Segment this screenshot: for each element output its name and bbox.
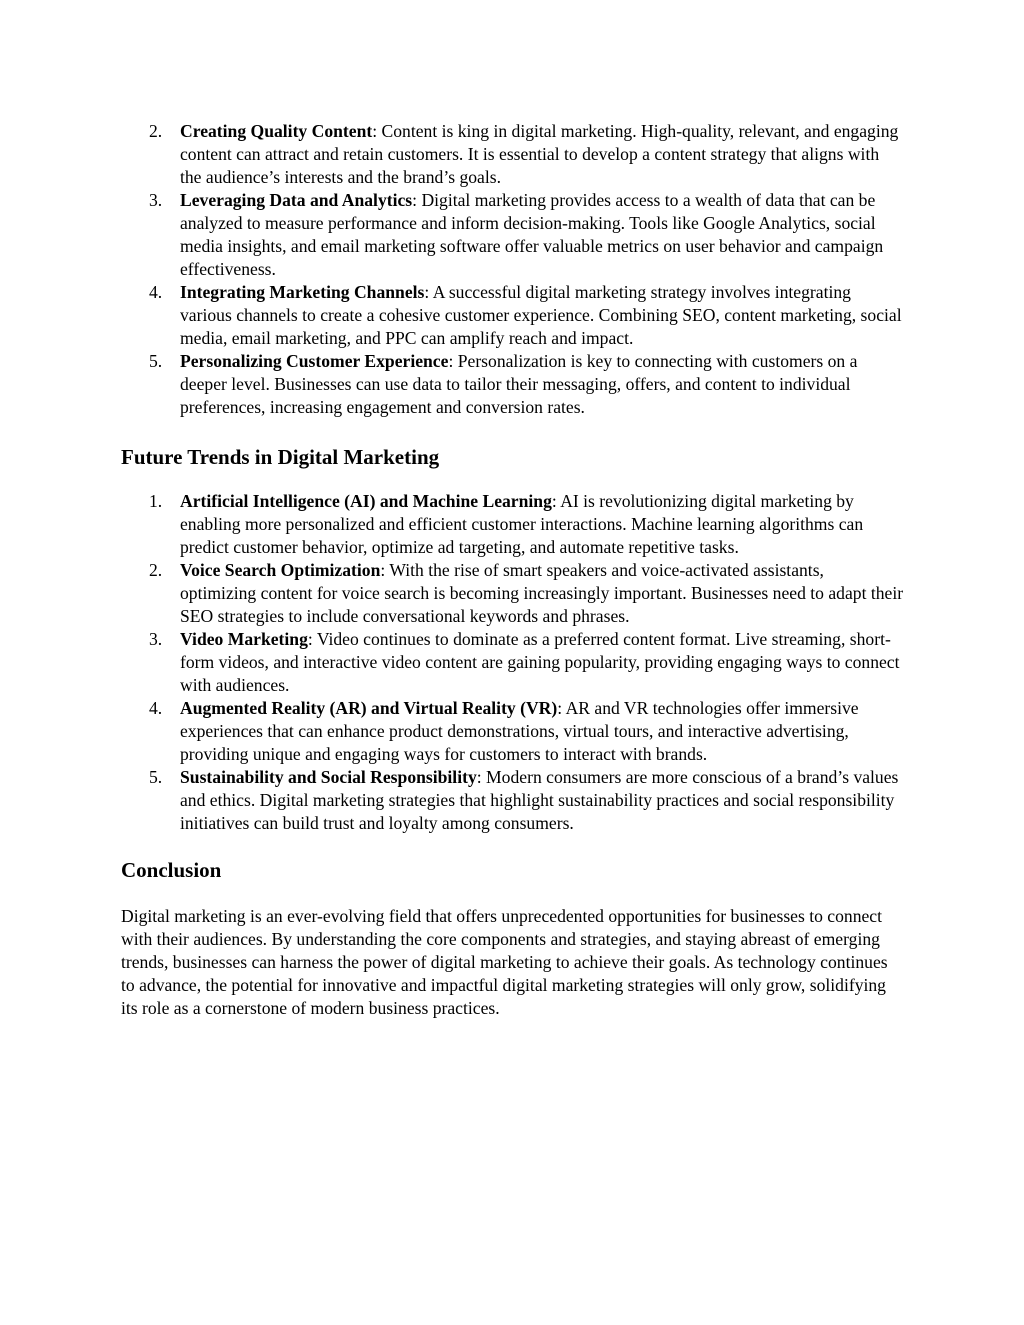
- list-item-description: : A successful digital marketing strategy involves integrating various channels to create a cohesive customer experience. Combining SEO, content marketing, social media, email marketing, and PPC can amplify reach and impact.: [180, 282, 902, 348]
- list-item-number: 5.: [149, 767, 163, 787]
- list-item: [121, 697, 904, 766]
- list-item-number: 1.: [149, 491, 163, 511]
- list-item: [121, 490, 904, 559]
- list-item-number: 4.: [149, 282, 163, 302]
- list-item-description: : Video continues to dominate as a preferred content format. Live streaming, short-form videos, and interactive video content are gaining popularity, providing engaging ways to connect with audiences.: [180, 629, 900, 695]
- list-item: [121, 559, 904, 628]
- trends-list: [121, 490, 904, 835]
- list-item-description: : Digital marketing provides access to a wealth of data that can be analyzed to measure performance and inform decision-making. Tools like Google Analytics, social media insights, and email marketing software offer valuable metrics on user behavior and campaign effectiveness.: [180, 190, 884, 279]
- list-item-number: 2.: [149, 560, 163, 580]
- conclusion-paragraph: Digital marketing is an ever-evolving field that offers unprecedented opportunities for businesses to connect with their audiences. By understanding the core components and strategies, and staying abreast of emerging trends, businesses can harness the power of digital marketing to achieve their goals. As technology continues to advance, the potential for innovative and impactful digital marketing strategies will only grow, solidifying its role as a cornerstone of modern business practices.: [121, 906, 888, 1018]
- section-heading-conclusion: Conclusion: [121, 858, 222, 882]
- list-item-description: : AI is revolutionizing digital marketing by enabling more personalized and efficient customer interactions. Machine learning algorithms can predict customer behavior, optimize ad targeting, and automate repetitive tasks.: [180, 491, 864, 557]
- list-item-description: : Modern consumers are more conscious of a brand’s values and ethics. Digital marketing strategies that highlight sustainability practices and social responsibility initiatives can build trust and loyalty among consumers.: [180, 767, 899, 833]
- list-item-description: : Personalization is key to connecting with customers on a deeper level. Businesses can use data to tailor their messaging, offers, and content to individual preferences, increasing engagement and conversion rates.: [180, 351, 858, 417]
- list-item: [121, 766, 904, 835]
- list-item: [121, 350, 904, 419]
- list-item-description: : AR and VR technologies offer immersive experiences that can enhance product demonstrations, virtual tours, and interactive advertising, providing unique and engaging ways for customers to interact with brands.: [180, 698, 859, 764]
- list-item-description: : With the rise of smart speakers and voice-activated assistants, optimizing content for voice search is becoming increasingly important. Businesses need to adapt their SEO strategies to include conversational keywords and phrases.: [180, 560, 904, 626]
- list-item: [121, 120, 904, 189]
- list-item: [121, 189, 904, 281]
- list-item-term: Sustainability and Social Responsibility: [180, 767, 477, 787]
- list-item-number: 5.: [149, 351, 163, 371]
- list-item-term: Voice Search Optimization: [180, 560, 381, 580]
- list-item: [121, 628, 904, 697]
- list-item: [121, 281, 904, 350]
- list-item-term: Leveraging Data and Analytics: [180, 190, 413, 210]
- list-item-number: 3.: [149, 190, 163, 210]
- list-item-number: 4.: [149, 698, 163, 718]
- section-heading-trends: Future Trends in Digital Marketing: [121, 445, 440, 469]
- list-item-term: Integrating Marketing Channels: [180, 282, 425, 302]
- list-item-term: Personalizing Customer Experience: [180, 351, 449, 371]
- list-item-description: : Content is king in digital marketing. High-quality, relevant, and engaging content can attract and retain customers. It is essential to develop a content strategy that aligns with the audience’s interests and the brand’s goals.: [180, 121, 899, 187]
- list-item-term: Augmented Reality (AR) and Virtual Reality (VR): [180, 698, 558, 718]
- list-item-term: Creating Quality Content: [180, 121, 373, 141]
- page-content: [121, 120, 904, 1020]
- list-item-term: Video Marketing: [180, 629, 308, 649]
- list-item-number: 2.: [149, 121, 163, 141]
- strategies-list: [121, 120, 904, 419]
- list-item-number: 3.: [149, 629, 163, 649]
- list-item-term: Artificial Intelligence (AI) and Machine Learning: [180, 491, 552, 511]
